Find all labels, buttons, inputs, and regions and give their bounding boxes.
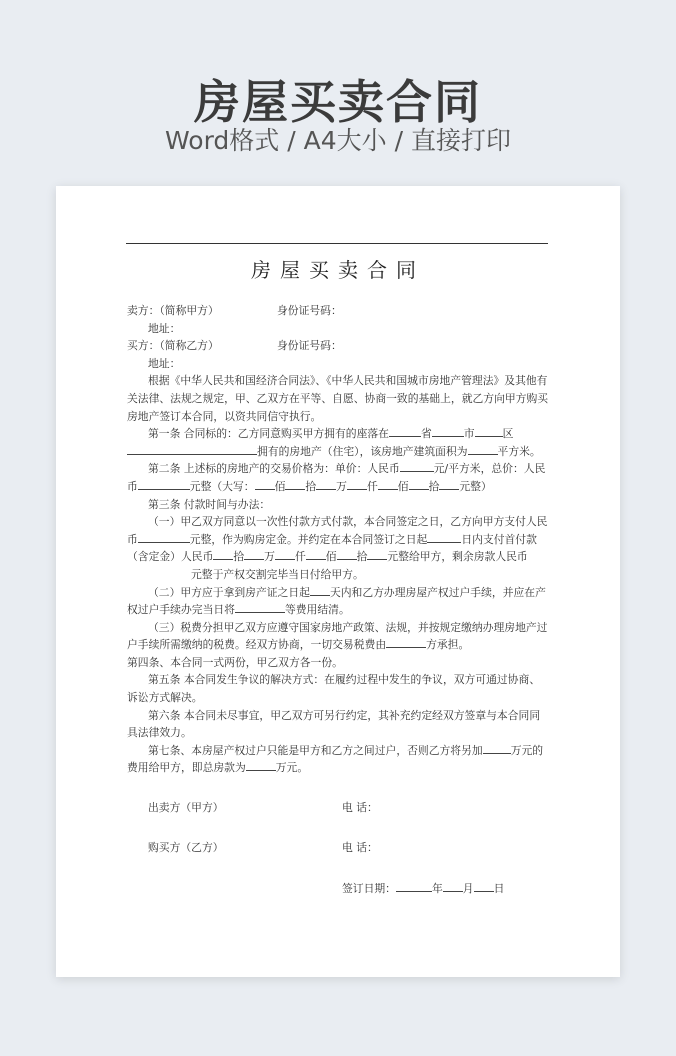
seller-address-label: 地址： [148, 321, 181, 335]
seller-phone-label: 电 话： [342, 801, 378, 814]
article-3-2 [127, 584, 549, 619]
unit-wan: 万 [336, 479, 347, 493]
banner-subtitle: Word格式 / A4大小 / 直接打印 [165, 126, 511, 155]
art2-text-a: 第二条 上述标的房地产的交易价格为：单价：人民币 [148, 462, 400, 476]
blank [468, 443, 498, 455]
art2-unitprice: 元/平方米，总价： [433, 462, 524, 476]
blank [255, 478, 275, 490]
blank [400, 460, 434, 472]
buyer-row [127, 337, 549, 355]
blank [310, 584, 330, 596]
blank [386, 636, 426, 648]
article-3-3 [127, 619, 549, 654]
buyer-address-label: 地址： [148, 356, 181, 370]
date-day: 日 [493, 882, 505, 895]
blank [483, 742, 511, 754]
blank [246, 759, 276, 771]
art3-1-text-c: 日内支付首付款（含定金）人民币 [127, 532, 537, 564]
article-4: 第四条、本合同一式两份，甲乙双方各一份。 [127, 655, 343, 669]
header-rule [126, 243, 548, 244]
article-1 [127, 425, 549, 460]
document-title: 房屋买卖合同 [251, 258, 425, 282]
blank [138, 478, 190, 490]
unit-wan: 万 [264, 550, 275, 564]
blank [275, 548, 295, 560]
blank [474, 880, 494, 892]
date-year: 年 [431, 882, 443, 895]
blank [138, 531, 190, 543]
art3-2-text-b: 天内和乙方办理房屋产权过户手续，并应在产权过户手续办完当日将 [127, 585, 546, 617]
unit-shi: 拾 [233, 550, 245, 564]
blank [347, 478, 367, 490]
blank [367, 548, 387, 560]
blank [475, 425, 503, 437]
art3-1-text-a: （一）甲乙双方同意以一次性付款方式付款，本合同签定之日，乙方向甲方支付人民币 [127, 515, 548, 546]
art1-province: 省 [420, 427, 432, 441]
art3-3-text-a: （三）税费分担甲乙双方应遵守国家房地产政策、法规，并按规定缴纳办理房地产过户手续所需缴纳的税费。经双方协商，一切交易税费由 [127, 620, 548, 652]
article-3-1 [127, 513, 549, 583]
art3-1-text-e: 元整于产权交割完毕当日付给甲方。 [191, 567, 364, 581]
seller-label: 卖方：（简称甲方） [127, 304, 219, 317]
art1-text-a: 第一条 合同标的：乙方同意购买甲方拥有的座落在 [148, 427, 389, 441]
blank [443, 880, 463, 892]
unit-qian: 仟 [294, 550, 306, 564]
seller-id-label: 身份证号码： [277, 304, 342, 317]
art3-1-text-d: 元整给甲方，剩余房款人民币 [387, 550, 528, 564]
seller-signature-label: 出卖方（甲方） [148, 801, 224, 814]
blank [427, 531, 461, 543]
buyer-signature-label: 购买方（乙方） [148, 841, 224, 854]
blank [378, 478, 398, 490]
date-month: 月 [462, 882, 474, 895]
blank [337, 548, 357, 560]
blank [285, 478, 305, 490]
signing-date [342, 880, 504, 896]
unit-bai: 佰 [397, 479, 409, 493]
preamble: 根据《中华人民共和国经济合同法》、《中华人民共和国城市房地产管理法》及其他有关法律、法规之规定，甲、乙双方在平等、自愿、协商一致的基础上，就乙方向甲方购买房地产签订本合同，以资共同信守执行。 [127, 374, 549, 423]
blank [235, 601, 285, 613]
blank [389, 425, 421, 437]
unit-bai: 佰 [325, 550, 337, 564]
art3-2-text-c: 等费用结清。 [284, 603, 350, 617]
art1-district: 区 [502, 427, 514, 441]
blank [127, 443, 257, 455]
article-7 [127, 742, 549, 777]
article-6: 第六条 本合同未尽事宜，甲乙双方可另行约定，其补充约定经双方签章与本合同同具法律效力。 [127, 708, 541, 740]
banner-title: 房屋买卖合同 [194, 75, 482, 129]
buyer-phone-label: 电 话： [342, 841, 378, 854]
document-body [127, 302, 549, 777]
document-page [56, 186, 620, 977]
art2-total: 元整（大写： [189, 479, 255, 493]
blank [316, 478, 336, 490]
article-2 [127, 460, 549, 495]
buyer-id-label: 身份证号码： [277, 339, 342, 353]
unit-bai: 佰 [274, 479, 286, 493]
unit-qian: 仟 [366, 479, 378, 493]
unit-shi: 拾 [428, 479, 440, 493]
art1-unit: 平方米。 [497, 444, 541, 458]
art2-end: 元整） [459, 479, 492, 493]
seller-row [127, 302, 549, 320]
blank [213, 548, 233, 560]
blank [439, 478, 459, 490]
article-5: 第五条 本合同发生争议的解决方式：在履约过程中发生的争议，双方可通过协商、诉讼方式解决。 [127, 673, 541, 705]
art1-text-b: 拥有的房地产（住宅），该房地产建筑面积为 [257, 444, 468, 458]
blank [244, 548, 264, 560]
unit-shi: 拾 [305, 479, 317, 493]
art3-3-text-b: 方承担。 [426, 638, 470, 652]
blank [432, 425, 464, 437]
art3-2-text-a: （二）甲方应于拿到房产证之日起 [148, 585, 310, 599]
art7-text-b: 万元的费用给甲方，即总房款为 [127, 743, 544, 775]
article-3-title: 第三条 付款时间与办法： [148, 497, 271, 511]
blank [409, 478, 429, 490]
buyer-label: 买方：（简称乙方） [127, 339, 219, 353]
art2-rmb: 人民币 [127, 462, 546, 493]
art3-1-text-b: 元整，作为购房定金。并约定在本合同签订之日起 [189, 532, 428, 546]
signing-date-label: 签订日期： [342, 882, 396, 895]
unit-shi: 拾 [356, 550, 368, 564]
art7-text-a: 第七条、本房屋产权过户只能是甲方和乙方之间过户，否则乙方将另加 [148, 743, 483, 757]
blank [306, 548, 326, 560]
art1-city: 市 [463, 427, 475, 441]
art7-text-c: 万元。 [275, 761, 309, 775]
blank [396, 880, 432, 892]
